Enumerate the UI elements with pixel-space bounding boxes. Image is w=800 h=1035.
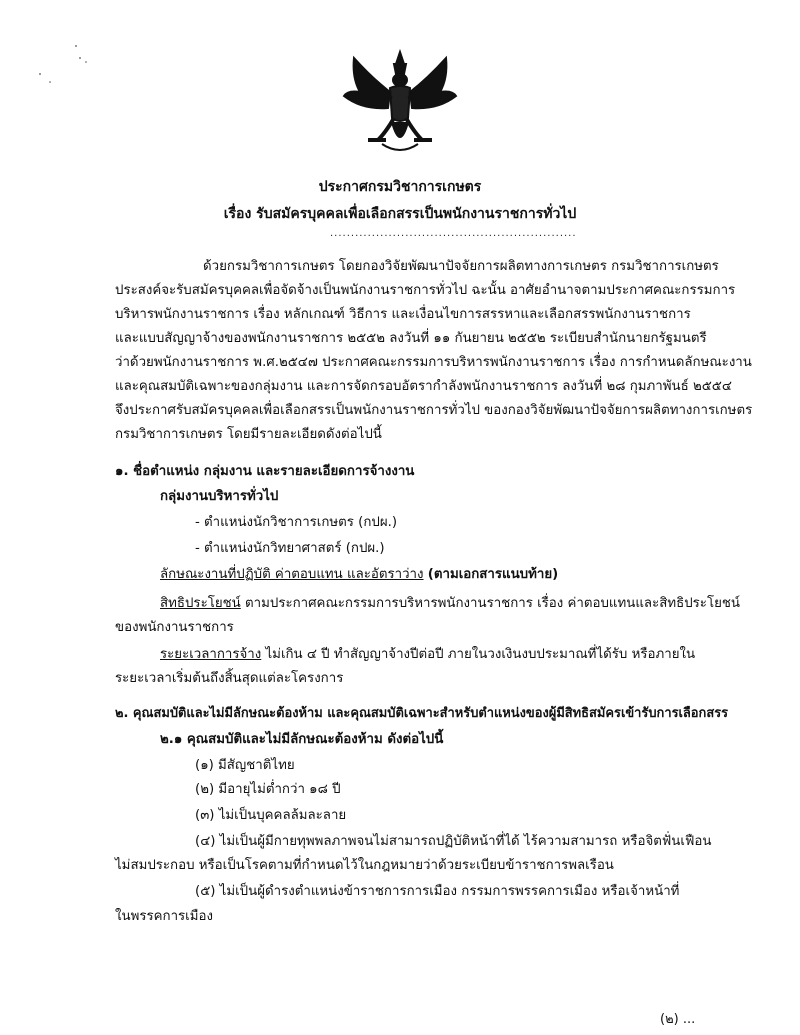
title-separator: ........................................................... xyxy=(330,228,577,239)
garuda-emblem-icon xyxy=(338,48,462,158)
qualification-item-cont: ไม่สมประกอบ หรือเป็นโรคตามที่กำหนดไว้ในกฎหมายว่าด้วยระเบียบข้าราชการพลเรือน xyxy=(115,858,614,873)
section-2-heading: ๒. คุณสมบัติและไม่มีลักษณะต้องห้าม และคุณสมบัติเฉพาะสำหรับตำแหน่งของผู้มีสิทธิสมัครเข้ารับการเลือกสรร xyxy=(115,706,729,721)
section-1-heading: ๑. ชื่อตำแหน่ง กลุ่มงาน และรายละเอียดการจ้างงาน xyxy=(115,464,415,479)
period-line xyxy=(160,643,695,664)
intro-line: กรมวิชาการเกษตร โดยมีรายละเอียดดังต่อไปนี้ xyxy=(115,427,382,442)
intro-line: บริหารพนักงานราชการ เรื่อง หลักเกณฑ์ วิธีการ และเงื่อนไขการสรรหาและเลือกสรรพนักงานราชการ xyxy=(115,307,691,322)
section-2-1-heading: ๒.๑ คุณสมบัติและไม่มีลักษณะต้องห้าม ดังต่อไปนี้ xyxy=(160,732,444,747)
announcement-subject: เรื่อง รับสมัครบุคคลเพื่อเลือกสรรเป็นพนักงานราชการทั่วไป xyxy=(223,206,577,222)
duty-line xyxy=(160,563,558,584)
intro-line: ด้วยกรมวิชาการเกษตร โดยกองวิจัยพัฒนาปัจจัยการผลิตทางการเกษตร กรมวิชาการเกษตร xyxy=(203,259,719,274)
period-label: ระยะเวลาการจ้าง xyxy=(160,647,262,662)
qualification-item: (๔) ไม่เป็นผู้มีกายทุพพลภาพจนไม่สามารถปฏิบัติหน้าที่ได้ ไร้ความสามารถ หรือจิตฟั่นเฟือน xyxy=(195,834,712,849)
benefit-text-cont: ของพนักงานราชการ xyxy=(115,620,234,635)
next-page-marker: (๒) ... xyxy=(660,1012,696,1027)
duty-label: ลักษณะงานที่ปฏิบัติ ค่าตอบแทน และอัตราว่าง xyxy=(160,567,424,582)
qualification-item: (๓) ไม่เป็นบุคคลล้มละลาย xyxy=(195,808,347,823)
scan-specks xyxy=(28,40,98,90)
intro-line: จึงประกาศรับสมัครบุคคลเพื่อเลือกสรรเป็นพนักงานราชการทั่วไป ของกองวิจัยพัฒนาปัจจัยการผลิตทางการเกษตร xyxy=(115,403,753,418)
intro-line: และคุณสมบัติเฉพาะของกลุ่มงาน และการจัดกรอบอัตรากำลังพนักงานราชการ ลงวันที่ ๒๘ กุมภาพันธ์ ๒๕๕๔ xyxy=(115,379,732,394)
position-item: - ตำแหน่งนักวิชาการเกษตร (กปผ.) xyxy=(195,515,398,530)
benefit-label: สิทธิประโยชน์ xyxy=(160,596,241,611)
benefit-text: ตามประกาศคณะกรรมการบริหารพนักงานราชการ เรื่อง ค่าตอบแทนและสิทธิประโยชน์ xyxy=(240,596,740,611)
position-item: - ตำแหน่งนักวิทยาศาสตร์ (กปผ.) xyxy=(195,541,385,556)
period-text-cont: ระยะเวลาเริ่มต้นถึงสิ้นสุดแต่ละโครงการ xyxy=(115,671,344,686)
job-group-heading: กลุ่มงานบริหารทั่วไป xyxy=(160,489,279,504)
intro-line: และแบบสัญญาจ้างของพนักงานราชการ ๒๕๕๒ ลงวันที่ ๑๑ กันยายน ๒๕๕๒ ระเบียบสำนักนายกรัฐมนตรี xyxy=(115,331,707,346)
qualification-item: (๑) มีสัญชาติไทย xyxy=(195,758,295,773)
intro-line: ประสงค์จะรับสมัครบุคคลเพื่อจัดจ้างเป็นพนักงานราชการทั่วไป ฉะนั้น อาศัยอำนาจตามประกาศคณะกรรมการ xyxy=(115,283,736,298)
intro-line: ว่าด้วยพนักงานราชการ พ.ศ.๒๕๔๗ ประกาศคณะกรรมการบริหารพนักงานราชการ เรื่อง การกำหนดลักษณะงาน xyxy=(115,355,752,370)
duty-note: (ตามเอกสารแนบท้าย) xyxy=(427,567,559,582)
qualification-item: (๕) ไม่เป็นผู้ดำรงตำแหน่งข้าราชการการเมือง กรรมการพรรคการเมือง หรือเจ้าหน้าที่ xyxy=(195,884,680,899)
announcement-title: ประกาศกรมวิชาการเกษตร xyxy=(318,179,482,195)
qualification-item: (๒) มีอายุไม่ต่ำกว่า ๑๘ ปี xyxy=(195,782,341,797)
qualification-item-cont: ในพรรคการเมือง xyxy=(115,909,213,924)
period-text: ไม่เกิน ๔ ปี ทำสัญญาจ้างปีต่อปี ภายในวงเงินงบประมาณที่ได้รับ หรือภายใน xyxy=(261,647,696,662)
benefit-line xyxy=(160,592,740,613)
